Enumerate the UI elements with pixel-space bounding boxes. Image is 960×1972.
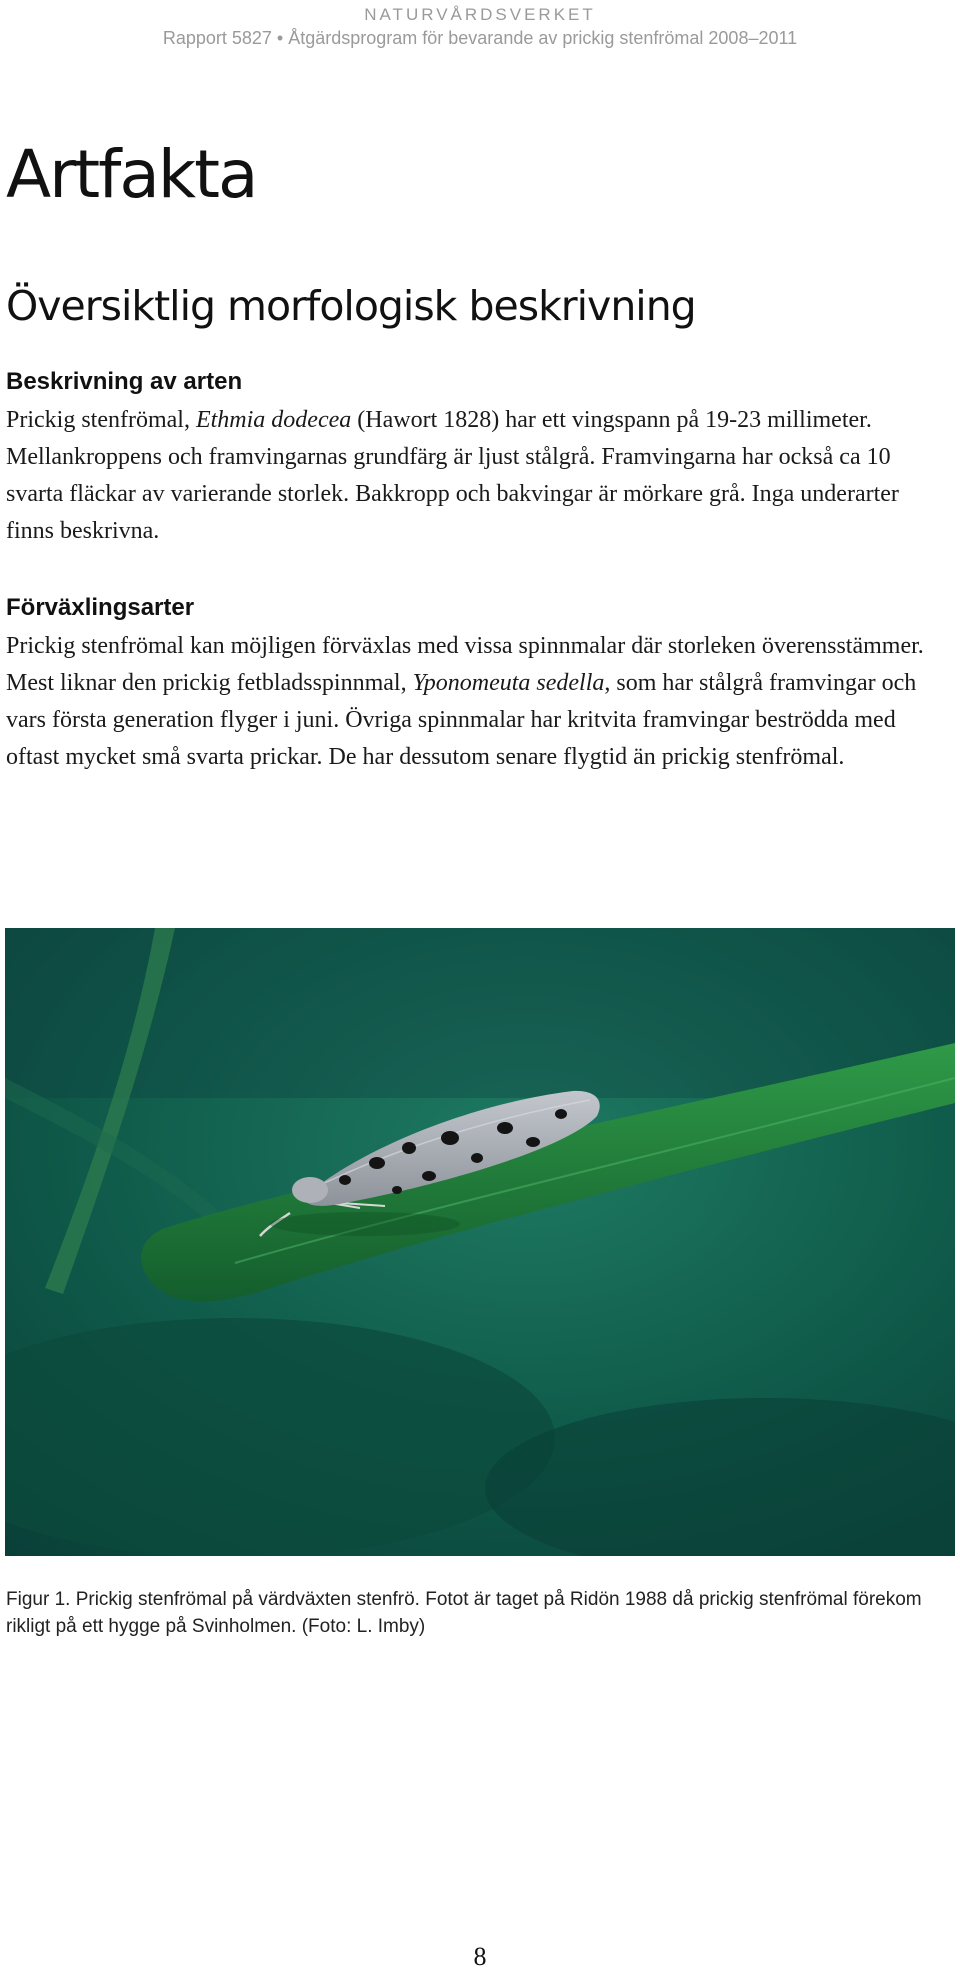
page-header [0, 4, 960, 50]
confusion-paragraph [6, 628, 950, 776]
page-number: 8 [473, 1942, 487, 1971]
species-latin-name: Ethmia dodecea [195, 407, 352, 433]
confusion-species-section [6, 592, 950, 776]
moth-shadow [270, 1212, 460, 1236]
confusion-latin-name: Yponomeuta sedella [412, 670, 605, 696]
description-text-start: Prickig stenfrömal, [6, 407, 196, 433]
description-paragraph [6, 402, 950, 550]
species-description-section [6, 366, 950, 550]
confusion-heading: Förväxlingsarter [6, 594, 195, 621]
confusion-text-start: Prickig stenfrömal kan möjligen förväxlas med vissa spinnmalar där storleken överensstämmer. Mest liknar den prickig fetbladsspinnmal, [6, 633, 924, 696]
figure-caption: Figur 1. Prickig stenfrömal på värdväxten stenfrö. Fotot är taget på Ridön 1988 då prickig stenfrömal förekom rikligt på ett hygge på Svinholmen. (Foto: L. Imby) [6, 1589, 922, 1637]
report-reference: Rapport 5827 • Åtgärdsprogram för bevarande av prickig stenfrömal 2008–2011 [162, 28, 798, 48]
agency-name: NATURVÅRDSVERKET [364, 5, 596, 24]
description-heading: Beskrivning av arten [6, 368, 243, 395]
moth-photo [5, 928, 955, 1556]
page-title: Artfakta [6, 136, 257, 213]
section-subtitle: Översiktlig morfologisk beskrivning [6, 282, 696, 330]
moth-head [292, 1177, 328, 1203]
description-text-end: (Hawort 1828) har ett vingspann på 19-23 millimeter. Mellankroppens och framvingarnas grundfärg är ljust stålgrå. Framvingarna har också ca 10 svarta fläckar av varierande storlek. Bakkropp och bakvingar är mörkare grå. Inga underarter finns beskrivna. [6, 407, 899, 544]
confusion-text-end: , som har stålgrå framvingar och vars första generation flyger i juni. Övriga spinnmalar har kritvita framvingar beströdda med oftast mycket små svarta prickar. De har dessutom senare flygtid än prickig stenfrömal. [6, 670, 917, 770]
